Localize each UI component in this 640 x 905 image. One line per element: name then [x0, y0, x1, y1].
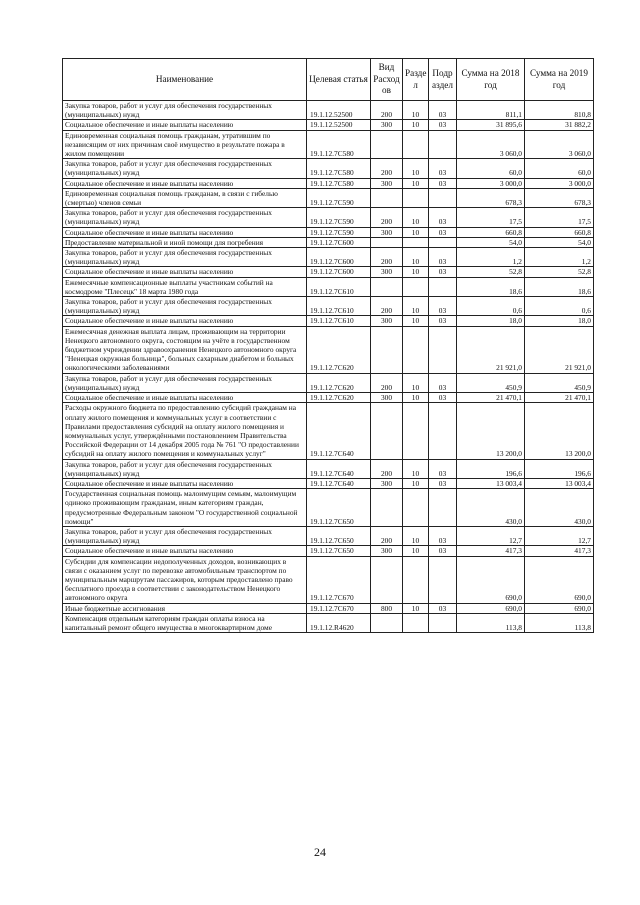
sum-2019-cell: 690,0	[525, 556, 594, 603]
name-cell: Ежемесячная денежная выплата лицам, проживающим на территории Ненецкого автономного округа, состоящим на учёте в государственном бюджетном учреждении здравоохранения Ненецкого автономного округа "Ненецкая окружная больница", больных сахарным диабетом и больных онкологическими заболеваниями	[63, 326, 307, 373]
target-article-cell: 19.1.12.7С590	[307, 208, 371, 227]
name-cell: Закупка товаров, работ и услуг для обеспечения государственных (муниципальных) нужд	[63, 373, 307, 392]
sum-2019-cell: 113,8	[525, 613, 594, 632]
table-row	[63, 248, 594, 267]
table-row	[63, 101, 594, 120]
table-row	[63, 489, 594, 527]
expense-type-cell: 300	[371, 316, 403, 326]
sum-2019-cell: 21 921,0	[525, 326, 594, 373]
name-cell: Закупка товаров, работ и услуг для обеспечения государственных (муниципальных) нужд	[63, 101, 307, 120]
target-article-cell: 19.1.12.7С620	[307, 373, 371, 392]
target-article-cell: 19.1.12.7С620	[307, 326, 371, 373]
expense-type-cell: 300	[371, 120, 403, 130]
header-section: Разде л	[403, 59, 429, 101]
subsection-cell: 03	[429, 373, 457, 392]
target-article-cell: 19.1.12.7С620	[307, 393, 371, 403]
table-row	[63, 120, 594, 130]
subsection-cell: 03	[429, 248, 457, 267]
sum-2019-cell: 678,3	[525, 188, 594, 207]
section-cell: 10	[403, 297, 429, 316]
sum-2018-cell: 21 470,1	[457, 393, 525, 403]
section-cell: 10	[403, 526, 429, 545]
expense-type-cell	[371, 188, 403, 207]
expense-type-cell: 300	[371, 478, 403, 488]
sum-2018-cell: 678,3	[457, 188, 525, 207]
expense-type-cell: 300	[371, 267, 403, 277]
section-cell	[403, 130, 429, 159]
section-cell	[403, 556, 429, 603]
sum-2018-cell: 1,2	[457, 248, 525, 267]
section-cell	[403, 403, 429, 459]
expense-type-cell: 200	[371, 208, 403, 227]
expense-type-cell	[371, 489, 403, 527]
sum-2018-cell: 18,0	[457, 316, 525, 326]
subsection-cell	[429, 237, 457, 247]
table-header	[63, 59, 594, 101]
subsection-cell: 03	[429, 393, 457, 403]
target-article-cell: 19.1.12.7С580	[307, 159, 371, 178]
sum-2019-cell: 660,8	[525, 227, 594, 237]
sum-2019-cell: 18,6	[525, 277, 594, 296]
table-row	[63, 373, 594, 392]
subsection-cell	[429, 613, 457, 632]
section-cell	[403, 277, 429, 296]
expense-type-cell: 300	[371, 178, 403, 188]
sum-2018-cell: 811,1	[457, 101, 525, 120]
sum-2018-cell: 18,6	[457, 277, 525, 296]
target-article-cell: 19.1.12.7С600	[307, 267, 371, 277]
sum-2018-cell: 430,0	[457, 489, 525, 527]
name-cell: Закупка товаров, работ и услуг для обеспечения государственных (муниципальных) нужд	[63, 159, 307, 178]
section-cell: 10	[403, 159, 429, 178]
sum-2019-cell: 13 200,0	[525, 403, 594, 459]
subsection-cell	[429, 326, 457, 373]
subsection-cell: 03	[429, 297, 457, 316]
name-cell: Социальное обеспечение и иные выплаты населению	[63, 120, 307, 130]
sum-2018-cell: 54,0	[457, 237, 525, 247]
sum-2018-cell: 690,0	[457, 603, 525, 613]
header-name: Наименование	[63, 59, 307, 101]
subsection-cell: 03	[429, 101, 457, 120]
table-row	[63, 316, 594, 326]
target-article-cell: 19.1.12.52500	[307, 120, 371, 130]
sum-2018-cell: 660,8	[457, 227, 525, 237]
table-row	[63, 159, 594, 178]
sum-2019-cell: 450,9	[525, 373, 594, 392]
sum-2018-cell: 13 200,0	[457, 403, 525, 459]
subsection-cell: 03	[429, 227, 457, 237]
name-cell: Государственная социальная помощь малоимущим семьям, малоимущим одиноко проживающим гражданам, иным категориям граждан, предусмотренные Федеральным законом "О государственной социальной помощи"	[63, 489, 307, 527]
budget-table	[62, 58, 594, 633]
sum-2019-cell: 690,0	[525, 603, 594, 613]
table-row	[63, 267, 594, 277]
name-cell: Социальное обеспечение и иные выплаты населению	[63, 393, 307, 403]
name-cell: Предоставление материальной и иной помощи для погребения	[63, 237, 307, 247]
sum-2019-cell: 54,0	[525, 237, 594, 247]
name-cell: Закупка товаров, работ и услуг для обеспечения государственных (муниципальных) нужд	[63, 526, 307, 545]
target-article-cell: 19.1.12.7С670	[307, 603, 371, 613]
sum-2018-cell: 417,3	[457, 546, 525, 556]
section-cell	[403, 489, 429, 527]
sum-2018-cell: 3 060,0	[457, 130, 525, 159]
table-row	[63, 227, 594, 237]
target-article-cell: 19.1.12.7С590	[307, 188, 371, 207]
sum-2018-cell: 17,5	[457, 208, 525, 227]
expense-type-cell: 200	[371, 159, 403, 178]
name-cell: Закупка товаров, работ и услуг для обеспечения государственных (муниципальных) нужд	[63, 208, 307, 227]
header-expense-type: Вид Расход ов	[371, 59, 403, 101]
name-cell: Расходы окружного бюджета по предоставлению субсидий гражданам на оплату жилого помещения и коммунальных услуг в соответствии с Правилами предоставления субсидий на оплату жилого помещения и коммунальных услуг, утверждёнными постановлением Правительства Российской Федерации от 14 декабря 2005 года № 761 "О предоставлении субсидий на оплату жилого помещения и коммунальных услуг"	[63, 403, 307, 459]
section-cell: 10	[403, 316, 429, 326]
target-article-cell: 19.1.12.7С670	[307, 556, 371, 603]
table-row	[63, 326, 594, 373]
target-article-cell: 19.1.12.7С610	[307, 316, 371, 326]
section-cell: 10	[403, 546, 429, 556]
section-cell: 10	[403, 120, 429, 130]
table-row	[63, 237, 594, 247]
name-cell: Субсидии для компенсации недополученных доходов, возникающих в связи с оказанием услуг по перевозке автомобильным транспортом по муниципальным маршрутам пассажиров, которым предоставлено право бесплатного проезда в соответствии с законодательством Ненецкого автономного округа	[63, 556, 307, 603]
target-article-cell: 19.1.12.7С640	[307, 478, 371, 488]
sum-2019-cell: 0,6	[525, 297, 594, 316]
sum-2019-cell: 12,7	[525, 526, 594, 545]
sum-2019-cell: 1,2	[525, 248, 594, 267]
table-row	[63, 297, 594, 316]
sum-2019-cell: 21 470,1	[525, 393, 594, 403]
sum-2019-cell: 13 003,4	[525, 478, 594, 488]
subsection-cell: 03	[429, 478, 457, 488]
subsection-cell: 03	[429, 459, 457, 478]
sum-2019-cell: 3 000,0	[525, 178, 594, 188]
sum-2019-cell: 17,5	[525, 208, 594, 227]
expense-type-cell: 200	[371, 101, 403, 120]
sum-2019-cell: 52,8	[525, 267, 594, 277]
table-row	[63, 208, 594, 227]
target-article-cell: 19.1.12.7С600	[307, 237, 371, 247]
section-cell	[403, 613, 429, 632]
sum-2019-cell: 3 060,0	[525, 130, 594, 159]
section-cell: 10	[403, 178, 429, 188]
expense-type-cell: 200	[371, 459, 403, 478]
expense-type-cell: 800	[371, 603, 403, 613]
target-article-cell: 19.1.12.7С650	[307, 546, 371, 556]
expense-type-cell: 200	[371, 297, 403, 316]
section-cell: 10	[403, 227, 429, 237]
target-article-cell: 19.1.12.7С580	[307, 178, 371, 188]
table-row	[63, 556, 594, 603]
section-cell	[403, 188, 429, 207]
sum-2019-cell: 31 882,2	[525, 120, 594, 130]
target-article-cell: 19.1.12.7С650	[307, 489, 371, 527]
sum-2019-cell: 430,0	[525, 489, 594, 527]
table-row	[63, 478, 594, 488]
subsection-cell: 03	[429, 603, 457, 613]
sum-2018-cell: 690,0	[457, 556, 525, 603]
sum-2018-cell: 21 921,0	[457, 326, 525, 373]
expense-type-cell: 300	[371, 546, 403, 556]
subsection-cell	[429, 556, 457, 603]
section-cell: 10	[403, 101, 429, 120]
table-row	[63, 546, 594, 556]
table-row	[63, 130, 594, 159]
subsection-cell: 03	[429, 159, 457, 178]
name-cell: Социальное обеспечение и иные выплаты населению	[63, 478, 307, 488]
target-article-cell: 19.1.12.7С650	[307, 526, 371, 545]
subsection-cell: 03	[429, 208, 457, 227]
subsection-cell	[429, 489, 457, 527]
header-sum-2018: Сумма на 2018 год	[457, 59, 525, 101]
sum-2018-cell: 450,9	[457, 373, 525, 392]
section-cell	[403, 326, 429, 373]
table-row	[63, 178, 594, 188]
sum-2018-cell: 60,0	[457, 159, 525, 178]
expense-type-cell	[371, 613, 403, 632]
table-row	[63, 459, 594, 478]
subsection-cell	[429, 188, 457, 207]
table-row	[63, 277, 594, 296]
target-article-cell: 19.1.12.7С640	[307, 403, 371, 459]
expense-type-cell	[371, 556, 403, 603]
expense-type-cell: 200	[371, 248, 403, 267]
target-article-cell: 19.1.12.7С640	[307, 459, 371, 478]
expense-type-cell	[371, 237, 403, 247]
table-row	[63, 526, 594, 545]
expense-type-cell	[371, 326, 403, 373]
name-cell: Закупка товаров, работ и услуг для обеспечения государственных (муниципальных) нужд	[63, 297, 307, 316]
expense-type-cell	[371, 130, 403, 159]
name-cell: Иные бюджетные ассигнования	[63, 603, 307, 613]
expense-type-cell: 300	[371, 227, 403, 237]
table-row	[63, 613, 594, 632]
name-cell: Социальное обеспечение и иные выплаты населению	[63, 316, 307, 326]
table-body	[63, 101, 594, 633]
expense-type-cell: 300	[371, 393, 403, 403]
target-article-cell: 19.1.12.7С610	[307, 277, 371, 296]
section-cell: 10	[403, 478, 429, 488]
subsection-cell: 03	[429, 316, 457, 326]
subsection-cell	[429, 130, 457, 159]
section-cell	[403, 237, 429, 247]
subsection-cell: 03	[429, 267, 457, 277]
section-cell: 10	[403, 373, 429, 392]
name-cell: Компенсация отдельным категориям граждан оплаты взноса на капитальный ремонт общего имущества в многоквартирном доме	[63, 613, 307, 632]
table-row	[63, 403, 594, 459]
sum-2018-cell: 113,8	[457, 613, 525, 632]
subsection-cell	[429, 277, 457, 296]
section-cell: 10	[403, 393, 429, 403]
name-cell: Ежемесячные компенсационные выплаты участникам событий на космодроме "Плесецк" 18 марта 1980 года	[63, 277, 307, 296]
expense-type-cell: 200	[371, 373, 403, 392]
sum-2018-cell: 3 000,0	[457, 178, 525, 188]
sum-2018-cell: 196,6	[457, 459, 525, 478]
sum-2018-cell: 0,6	[457, 297, 525, 316]
target-article-cell: 19.1.12.52500	[307, 101, 371, 120]
expense-type-cell: 200	[371, 526, 403, 545]
name-cell: Социальное обеспечение и иные выплаты населению	[63, 178, 307, 188]
table-row	[63, 188, 594, 207]
name-cell: Закупка товаров, работ и услуг для обеспечения государственных (муниципальных) нужд	[63, 248, 307, 267]
subsection-cell: 03	[429, 178, 457, 188]
section-cell: 10	[403, 267, 429, 277]
sum-2018-cell: 12,7	[457, 526, 525, 545]
sum-2019-cell: 60,0	[525, 159, 594, 178]
header-subsection: Подр аздел	[429, 59, 457, 101]
target-article-cell: 19.1.12.R4620	[307, 613, 371, 632]
subsection-cell: 03	[429, 546, 457, 556]
name-cell: Социальное обеспечение и иные выплаты населению	[63, 546, 307, 556]
target-article-cell: 19.1.12.7С600	[307, 248, 371, 267]
subsection-cell	[429, 403, 457, 459]
table-row	[63, 603, 594, 613]
sum-2019-cell: 18,0	[525, 316, 594, 326]
expense-type-cell	[371, 403, 403, 459]
section-cell: 10	[403, 248, 429, 267]
section-cell: 10	[403, 603, 429, 613]
name-cell: Закупка товаров, работ и услуг для обеспечения государственных (муниципальных) нужд	[63, 459, 307, 478]
target-article-cell: 19.1.12.7С610	[307, 297, 371, 316]
subsection-cell: 03	[429, 120, 457, 130]
sum-2019-cell: 196,6	[525, 459, 594, 478]
subsection-cell: 03	[429, 526, 457, 545]
target-article-cell: 19.1.12.7С590	[307, 227, 371, 237]
sum-2019-cell: 417,3	[525, 546, 594, 556]
name-cell: Социальное обеспечение и иные выплаты населению	[63, 227, 307, 237]
table-row	[63, 393, 594, 403]
section-cell: 10	[403, 208, 429, 227]
sum-2018-cell: 31 895,6	[457, 120, 525, 130]
expense-type-cell	[371, 277, 403, 296]
sum-2018-cell: 52,8	[457, 267, 525, 277]
name-cell: Единовременная социальная помощь гражданам, в связи с гибелью (смертью) членов семьи	[63, 188, 307, 207]
page-number: 24	[314, 845, 326, 859]
header-sum-2019: Сумма на 2019 год	[525, 59, 594, 101]
sum-2018-cell: 13 003,4	[457, 478, 525, 488]
header-target-article: Целевая статья	[307, 59, 371, 101]
name-cell: Единовременная социальная помощь гражданам, утратившим по независящим от них причинам своё имущество в результате пожара в жилом помещении	[63, 130, 307, 159]
section-cell: 10	[403, 459, 429, 478]
target-article-cell: 19.1.12.7С580	[307, 130, 371, 159]
sum-2019-cell: 810,8	[525, 101, 594, 120]
name-cell: Социальное обеспечение и иные выплаты населению	[63, 267, 307, 277]
